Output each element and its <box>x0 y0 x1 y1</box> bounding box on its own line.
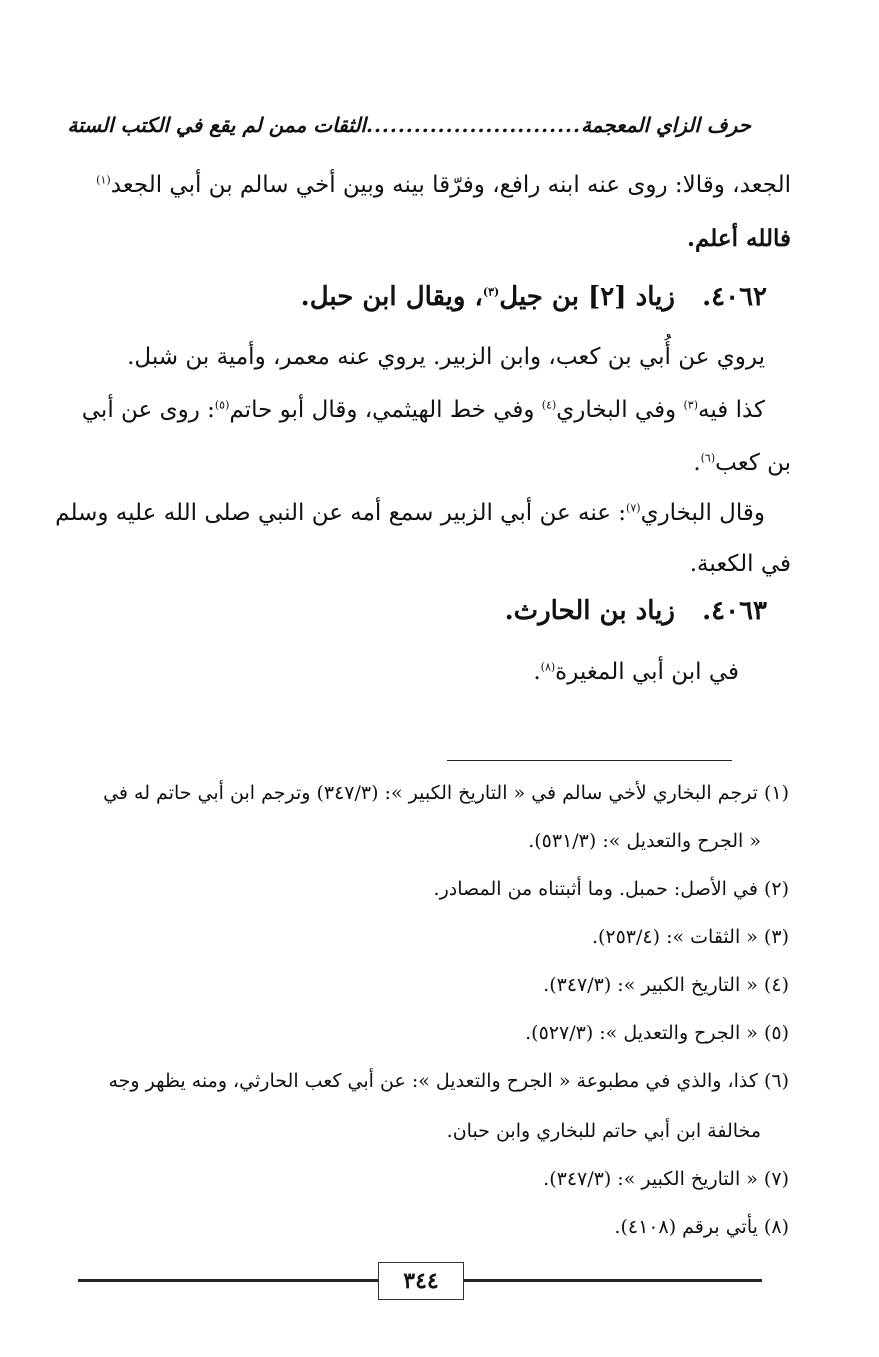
footnote-7: (٧) « التاريخ الكبير »: (٣٤٧/٣). <box>543 1168 789 1190</box>
footer-rule-left <box>78 1279 378 1282</box>
footnote-ref: (٥) <box>214 398 230 412</box>
paragraph-2-line-2: بن كعب$^{(٦)}$. <box>693 450 791 476</box>
footnote-6-cont: مخالفة ابن أبي حاتم للبخاري وابن حبان. <box>446 1120 761 1142</box>
footnote-1: (١) ترجم البخاري لأخي سالم في « التاريخ الكبير »: (٣٤٧/٣) وترجم ابن أبي حاتم له في <box>103 782 789 804</box>
body-line-2: فالله أعلم. <box>686 225 791 252</box>
entry-heading-4062: ٤٠٦٢. زياد [٢] بن جيل$^{(٣)}$، ويقال ابن حبل. <box>300 282 767 312</box>
entry-title: زياد [٢] بن جيل <box>499 282 675 312</box>
header-chapter-title: حرف الزاي المعجمة <box>580 113 751 137</box>
footnote-6: (٦) كذا، والذي في مطبوعة « الجرح والتعديل »: عن أبي كعب الحارثي، ومنه يظهر وجه <box>108 1070 789 1092</box>
paragraph-4: في ابن أبي المغيرة$^{(٨)}$. <box>533 659 739 685</box>
running-header <box>67 113 751 145</box>
entry-number: ٤٠٦٣. <box>702 596 767 626</box>
entry-number: ٤٠٦٢. <box>702 282 767 312</box>
paragraph-2-line-1: كذا فيه$^{(٣)}$ وفي البخاري$^{(٤)}$ وفي خط الهيثمي، وقال أبو حاتم$^{(٥)}$: روى عن أبي <box>81 397 765 423</box>
footnote-1-cont: « الجرح والتعديل »: (٥٣١/٣). <box>528 830 761 852</box>
footnote-ref: (٦) <box>700 451 716 465</box>
entry-title: زياد بن الحارث. <box>504 596 675 626</box>
footnote-5: (٥) « الجرح والتعديل »: (٥٢٧/٣). <box>525 1022 789 1044</box>
footnote-ref: (٣) <box>482 285 500 299</box>
footnote-2: (٢) في الأصل: حمبل. وما أثبتناه من المصادر. <box>433 878 789 900</box>
page-number: ٣٤٤ <box>378 1262 464 1300</box>
footer-rule-right <box>462 1279 762 1282</box>
footnote-ref: (٤) <box>541 398 557 412</box>
header-dot-leader: ........................... <box>365 113 581 137</box>
header-book-title: الثقات ممن لم يقع في الكتب الستة <box>67 113 366 137</box>
entry-heading-4063 <box>505 596 767 626</box>
footnote-separator <box>447 760 732 761</box>
body-line-1: الجعد، وقالا: روى عنه ابنه رافع، وفرّقا بينه وبين أخي سالم بن أبي الجعد$^{(١)}$ <box>96 172 791 198</box>
paragraph-3-line-2: في الكعبة. <box>689 551 791 577</box>
footnote-ref: (١) <box>96 173 111 187</box>
footnote-4: (٤) « التاريخ الكبير »: (٣٤٧/٣). <box>543 974 789 996</box>
footnote-3: (٣) « الثقات »: (٢٥٣/٤). <box>591 926 789 948</box>
footnote-ref: (٣) <box>683 398 698 412</box>
footnote-ref: (٨) <box>540 660 556 674</box>
footnote-8: (٨) يأتي برقم (٤١٠٨). <box>614 1216 789 1238</box>
paragraph-1: يروي عن أُبي بن كعب، وابن الزبير. يروي عنه معمر، وأمية بن شبل. <box>127 344 765 370</box>
paragraph-3-line-1: وقال البخاري$^{(٧)}$: عنه عن أبي الزبير سمع أمه عن النبي صلى الله عليه وسلم <box>55 500 765 526</box>
footnote-ref: (٧) <box>626 501 641 515</box>
